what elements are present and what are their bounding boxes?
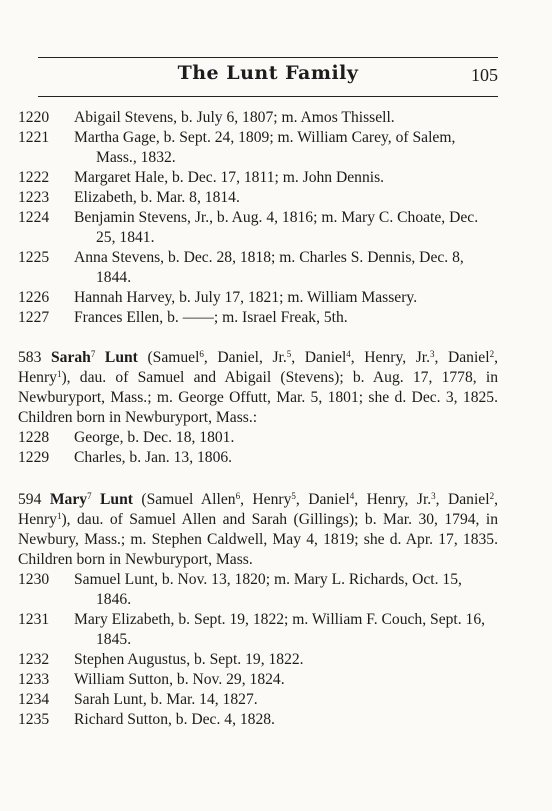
list-item: 1234 Sarah Lunt, b. Mar. 14, 1827.	[18, 691, 258, 708]
page-body	[18, 108, 498, 730]
person-name: Sarah	[50, 349, 91, 366]
list-item: 1224 Benjamin Stevens, Jr., b. Aug. 4, 1816; m. Mary C. Choate, Dec. 25, 1841.	[18, 209, 479, 246]
list-item: 1227 Frances Ellen, b. ——; m. Israel Freak, 5th.	[18, 309, 348, 326]
biography-583: 583 Sarah$^7$ Lunt (Samuel$^6$, Daniel, Jr.$^5$, Daniel$^4$, Henry, Jr.$^3$, Daniel$^2$, Henry$^1$), dau. of Samuel and Abigail (Stevens); b. Aug. 17, 1778, in Newburyport, Mass.; m. George Offutt, Mar. 5, 1801; she d. Dec. 3, 1825. Children born in Newburyport, Mass.:	[18, 349, 498, 426]
list-item: 1223 Elizabeth, b. Mar. 8, 1814.	[18, 189, 240, 206]
list-item: 1220 Abigail Stevens, b. July 6, 1807; m. Amos Thissell.	[18, 109, 395, 126]
list-item: 1231 Mary Elizabeth, b. Sept. 19, 1822; m. William F. Couch, Sept. 16, 1845.	[18, 611, 486, 648]
children-list-3	[18, 570, 498, 730]
biography-594: 594 Mary$^7$ Lunt (Samuel Allen$^6$, Henry$^5$, Daniel$^4$, Henry, Jr.$^3$, Daniel$^2$, Henry$^1$), dau. of Samuel Allen and Sarah (Gillings); b. Mar. 30, 1794, in Newbury, Mass.; m. Stephen Caldwell, May 4, 1819; she d. Apr. 17, 1835. Children born in Newburyport, Mass.	[18, 491, 498, 568]
page-header	[38, 60, 498, 94]
list-item: 1235 Richard Sutton, b. Dec. 4, 1828.	[18, 711, 275, 728]
list-item: 1230 Samuel Lunt, b. Nov. 13, 1820; m. Mary L. Richards, Oct. 15, 1846.	[18, 571, 462, 608]
list-item: 1225 Anna Stevens, b. Dec. 28, 1818; m. Charles S. Dennis, Dec. 8, 1844.	[18, 249, 464, 286]
person-surname: Lunt	[100, 491, 133, 508]
header-top-rule	[38, 57, 498, 58]
header-bottom-rule	[38, 96, 498, 97]
person-surname: Lunt	[104, 349, 138, 366]
list-item: 1228 George, b. Dec. 18, 1801.	[18, 429, 235, 446]
person-name: Mary	[49, 491, 88, 508]
list-item: 1229 Charles, b. Jan. 13, 1806.	[18, 449, 233, 466]
list-item: 1226 Hannah Harvey, b. July 17, 1821; m. William Massery.	[18, 289, 418, 306]
entry-number: 583	[18, 349, 42, 366]
page-number: 105	[471, 65, 498, 85]
children-list-1	[18, 108, 498, 328]
list-item: 1222 Margaret Hale, b. Dec. 17, 1811; m. John Dennis.	[18, 169, 385, 186]
list-item: 1232 Stephen Augustus, b. Sept. 19, 1822.	[18, 651, 304, 668]
list-item: 1233 William Sutton, b. Nov. 29, 1824.	[18, 671, 285, 688]
children-list-2	[18, 428, 498, 468]
entry-number: 594	[18, 491, 42, 508]
list-item: 1221 Martha Gage, b. Sept. 24, 1809; m. William Carey, of Salem, Mass., 1832.	[18, 129, 456, 166]
page-title: The Lunt Family	[177, 62, 359, 84]
